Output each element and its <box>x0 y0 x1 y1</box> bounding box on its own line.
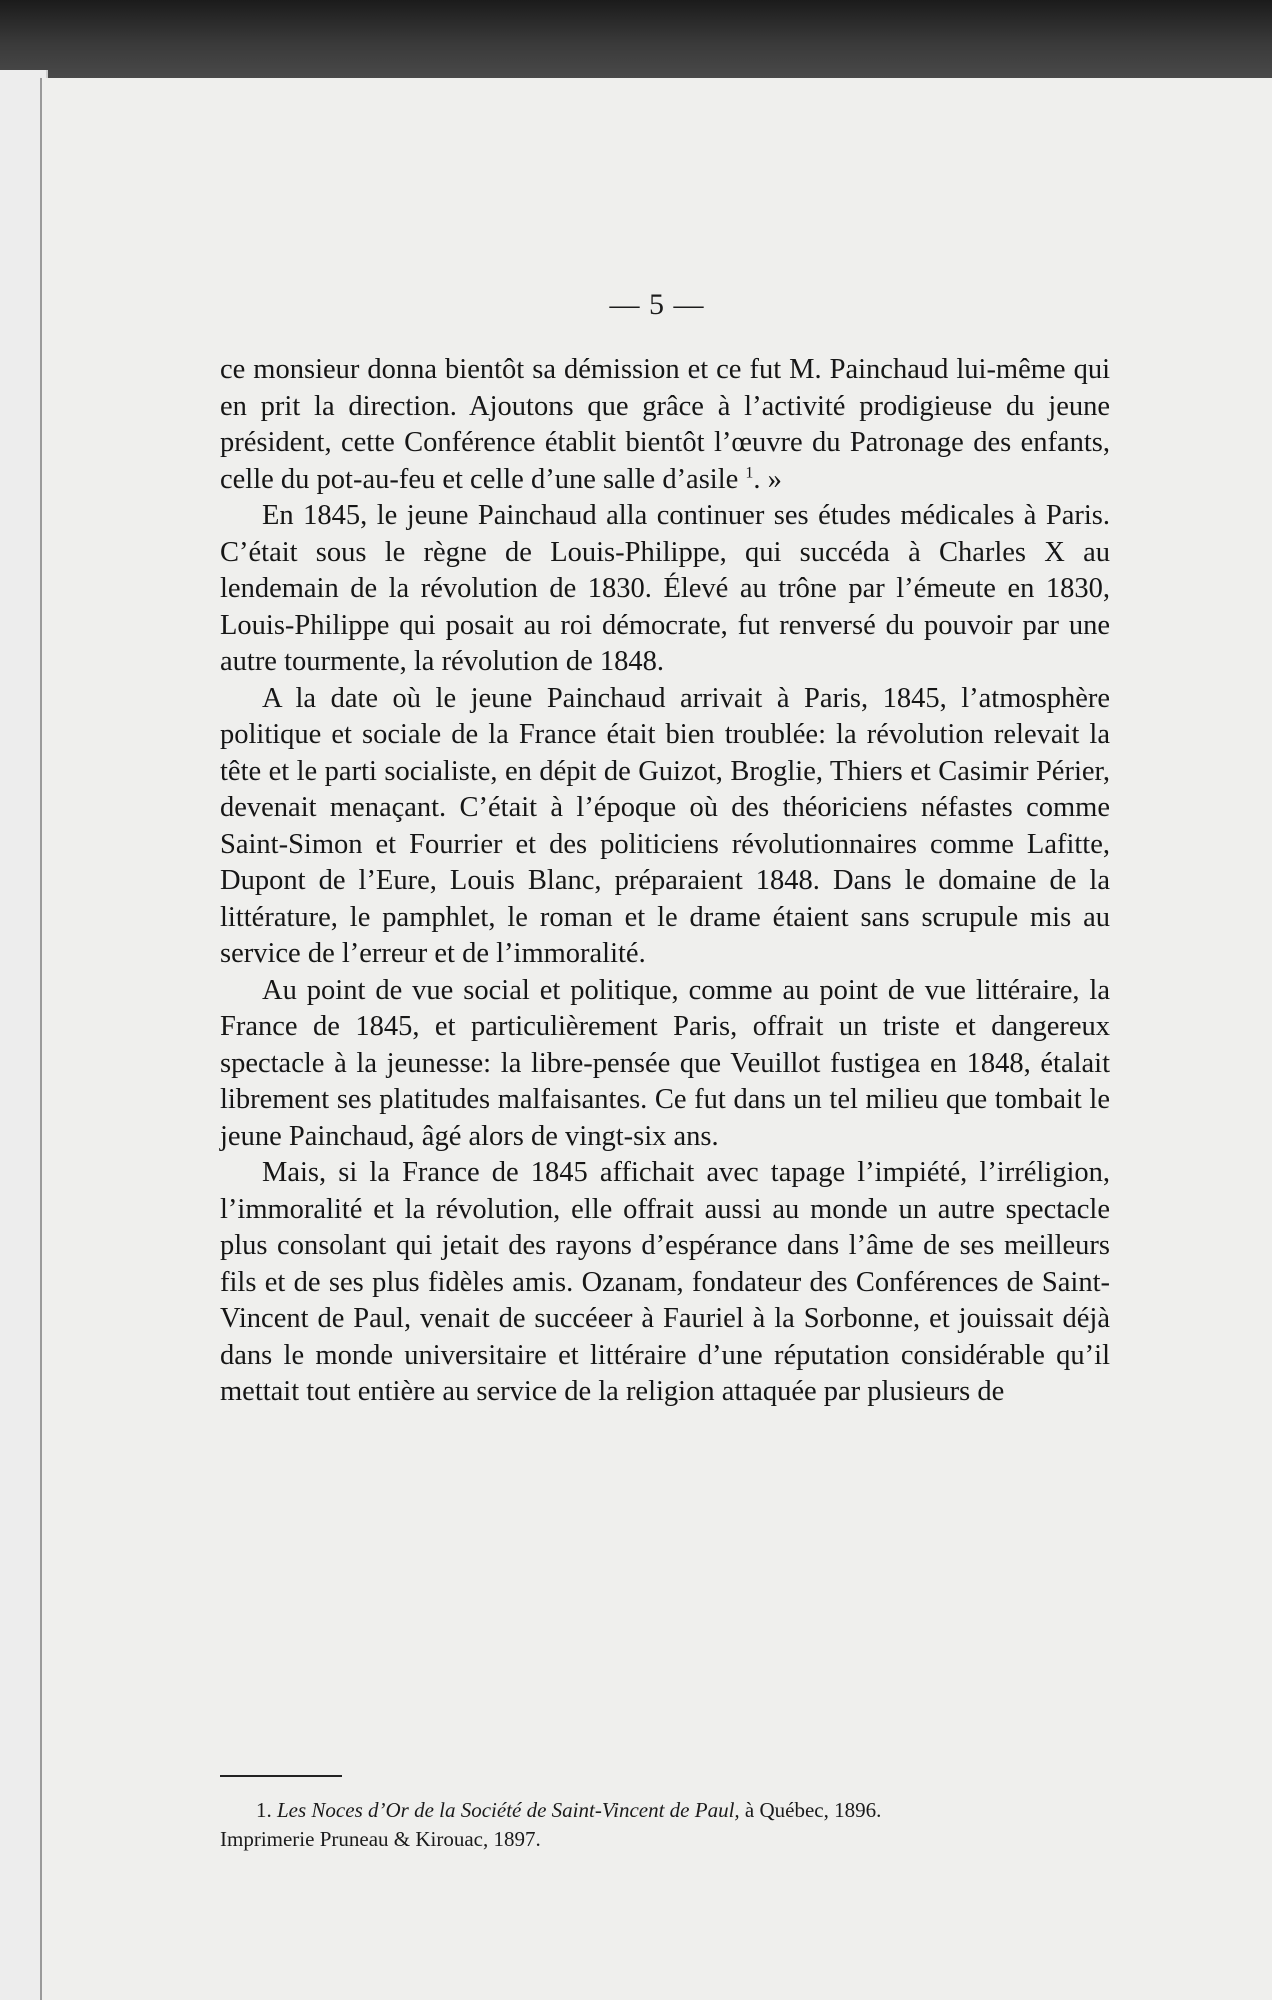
footnote-place-date: à Québec, 1896. <box>739 1798 882 1822</box>
footnote-line-1 <box>220 1796 1110 1825</box>
footnote-line-2: Imprimerie Pruneau & Kirouac, 1897. <box>220 1827 541 1851</box>
paragraph-3: A la date où le jeune Painchaud arrivait à Paris, 1845, l’atmosphère politique et sociale de la France était bien troublée: la révolution relevait la tête et le parti socialiste, en dépit de Guizot, Broglie, Thiers et Casimir Périer, devenait menaçant. C’était à l’époque où des théoriciens néfastes comme Saint-Simon et Fourrier et des politiciens révolutionnaires comme Lafitte, Dupont de l’Eure, Louis Blanc, préparaient 1848. Dans le domaine de la littérature, le pamphlet, le roman et le drame étaient sans scrupule mis au service de l’erreur et de l’immoralité. <box>220 682 1110 969</box>
footnote-title: Les Noces d’Or de la Société de Saint-Vincent de Paul, <box>277 1798 740 1822</box>
paragraph-4: Au point de vue social et politique, comme au point de vue littéraire, la France de 1845, et particulièrement Paris, offrait un triste et dangereux spectacle à la jeunesse: la libre-pensée que Veuillot fustigea en 1848, étalait librement ses platitudes malfaisantes. Ce fut dans un tel milieu que tombait le jeune Painchaud, âgé alors de vingt-six ans. <box>220 974 1110 1152</box>
footnote <box>220 1796 1110 1854</box>
scan-top-edge <box>0 0 1272 80</box>
book-page <box>40 78 1272 2000</box>
footnote-reference: 1 <box>745 464 754 481</box>
paragraph-1 <box>220 352 1110 498</box>
footnote-number: 1. <box>256 1798 272 1822</box>
paragraph-2: En 1845, le jeune Painchaud alla continuer ses études médicales à Paris. C’était sous le règne de Louis-Philippe, qui succéda à Charles X au lendemain de la révolution de 1830. Élevé au trône par l’émeute en 1830, Louis-Philippe qui posait au roi démocrate, fut renversé du pouvoir par une autre tourmente, la révolution de 1848. <box>220 500 1110 677</box>
body-text <box>220 352 1110 1411</box>
page-number: — 5 — <box>609 288 705 321</box>
paragraph-1-tail: . » <box>753 463 782 495</box>
paragraph-1-text: ce monsieur donna bientôt sa démission et ce fut M. Painchaud lui-même qui en prit la direction. Ajoutons que grâce à l’activité prodigieuse du jeune président, cette Conférence établit bientôt l’œuvre du Patronage des enfants, celle du pot-au-feu et celle d’une salle d’asile <box>220 354 1110 495</box>
paragraph-5: Mais, si la France de 1845 affichait avec tapage l’impiété, l’irréligion, l’immoralité et la révolution, elle offrait aussi au monde un autre spectacle plus consolant qui jetait des rayons d’espérance dans l’âme de ses meilleurs fils et de ses plus fidèles amis. Ozanam, fondateur des Conférences de Saint-Vincent de Paul, venait de succéeer à Fauriel à la Sorbonne, et jouissait déjà dans le monde universitaire et littéraire d’une réputation considérable qu’il mettait tout entière au service de la religion attaquée par plusieurs de <box>220 1157 1110 1407</box>
footnote-divider <box>220 1775 342 1777</box>
